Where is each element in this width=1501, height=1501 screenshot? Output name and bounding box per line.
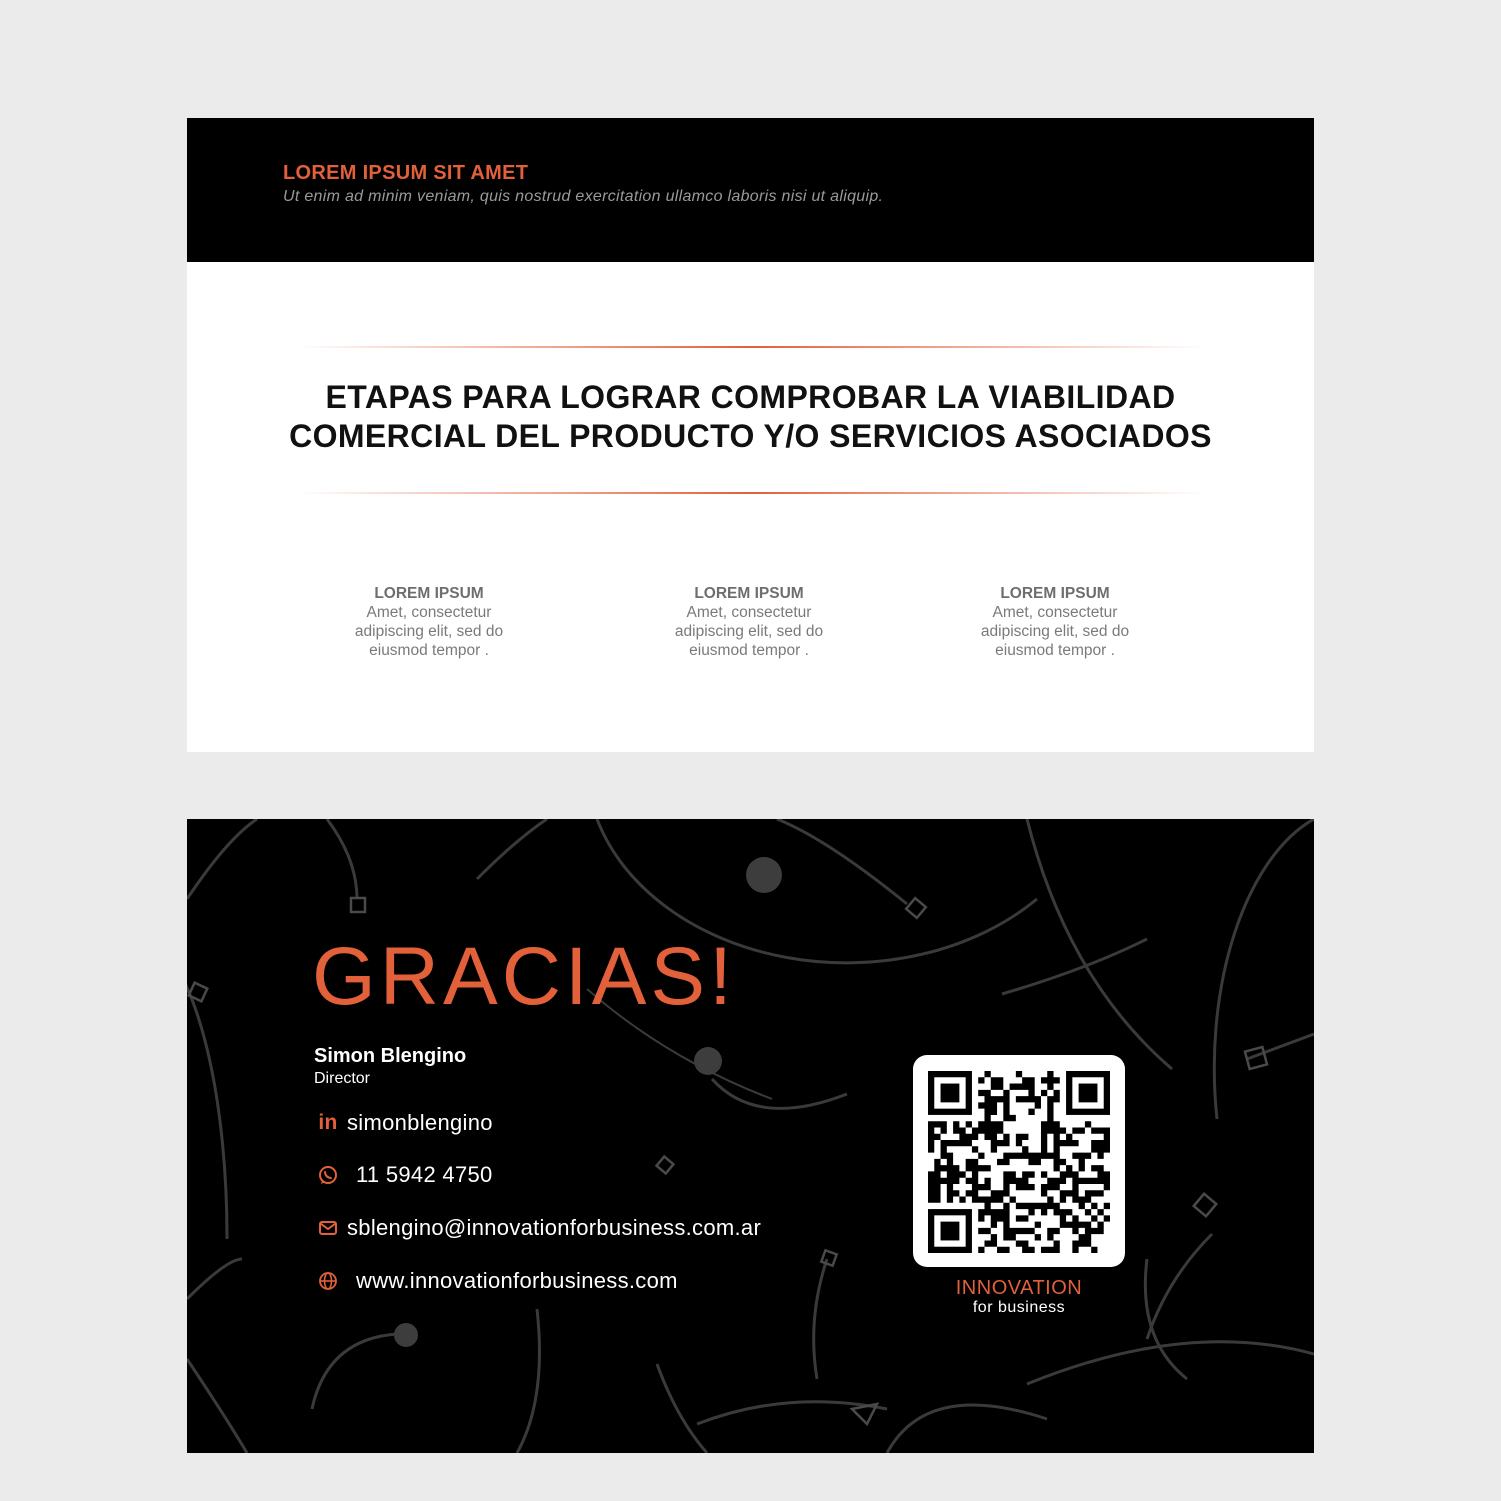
divider-top: [295, 346, 1207, 348]
mail-icon: [317, 1217, 339, 1239]
column-text-line: Amet, consectetur: [686, 604, 812, 621]
column-text-line: eiusmod tempor .: [689, 642, 809, 659]
website-link[interactable]: [317, 1267, 678, 1295]
divider-bottom: [295, 492, 1207, 494]
column-text-line: adipiscing elit, sed do: [980, 623, 1130, 640]
title-line-1: ETAPAS PARA LOGRAR COMPROBAR LA VIABILIDAD: [325, 379, 1176, 415]
brand-logo-main: INNOVATION: [955, 1277, 1083, 1299]
email-link[interactable]: [317, 1214, 761, 1242]
phone-link[interactable]: [317, 1161, 493, 1189]
column-text-line: eiusmod tempor .: [369, 642, 489, 659]
linkedin-handle: simonblengino: [347, 1110, 493, 1135]
linkedin-link[interactable]: [317, 1109, 493, 1137]
page-title: [227, 378, 1274, 456]
column-title: LOREM IPSUM: [1000, 585, 1110, 602]
header-bar: [187, 118, 1314, 262]
qr-code[interactable]: [913, 1055, 1125, 1267]
column-text-line: Amet, consectetur: [992, 604, 1118, 621]
column-text-line: adipiscing elit, sed do: [674, 623, 824, 640]
linkedin-icon: in: [318, 1111, 338, 1134]
column-title: LOREM IPSUM: [694, 585, 804, 602]
website-url: www.innovationforbusiness.com: [356, 1268, 678, 1293]
column-text-line: adipiscing elit, sed do: [354, 623, 504, 640]
header-kicker: LOREM IPSUM SIT AMET: [283, 162, 529, 184]
email-address: sblengino@innovationforbusiness.com.ar: [347, 1215, 762, 1240]
title-line-2: COMERCIAL DEL PRODUCTO Y/O SERVICIOS ASOCIADOS: [289, 418, 1212, 454]
column-text-line: Amet, consectetur: [366, 604, 492, 621]
slide-intro: [187, 118, 1314, 752]
whatsapp-icon: [317, 1164, 339, 1186]
info-column-1: [314, 584, 544, 660]
header-subtitle: Ut enim ad minim veniam, quis nostrud exercitation ullamco laboris nisi ut aliquip.: [283, 188, 884, 205]
column-text-line: eiusmod tempor .: [995, 642, 1115, 659]
brand-logo-sub: for business: [972, 1299, 1066, 1316]
column-title: LOREM IPSUM: [374, 585, 484, 602]
qr-code-matrix: [928, 1071, 1110, 1253]
slide-thanks: [187, 819, 1314, 1453]
contact-role: Director: [314, 1070, 371, 1087]
phone-number: 11 5942 4750: [356, 1162, 493, 1187]
contact-name: Simon Blengino: [314, 1045, 467, 1067]
thanks-heading: GRACIAS!: [312, 931, 736, 1022]
info-column-3: [940, 584, 1170, 660]
info-column-2: [634, 584, 864, 660]
globe-icon: [317, 1270, 339, 1292]
